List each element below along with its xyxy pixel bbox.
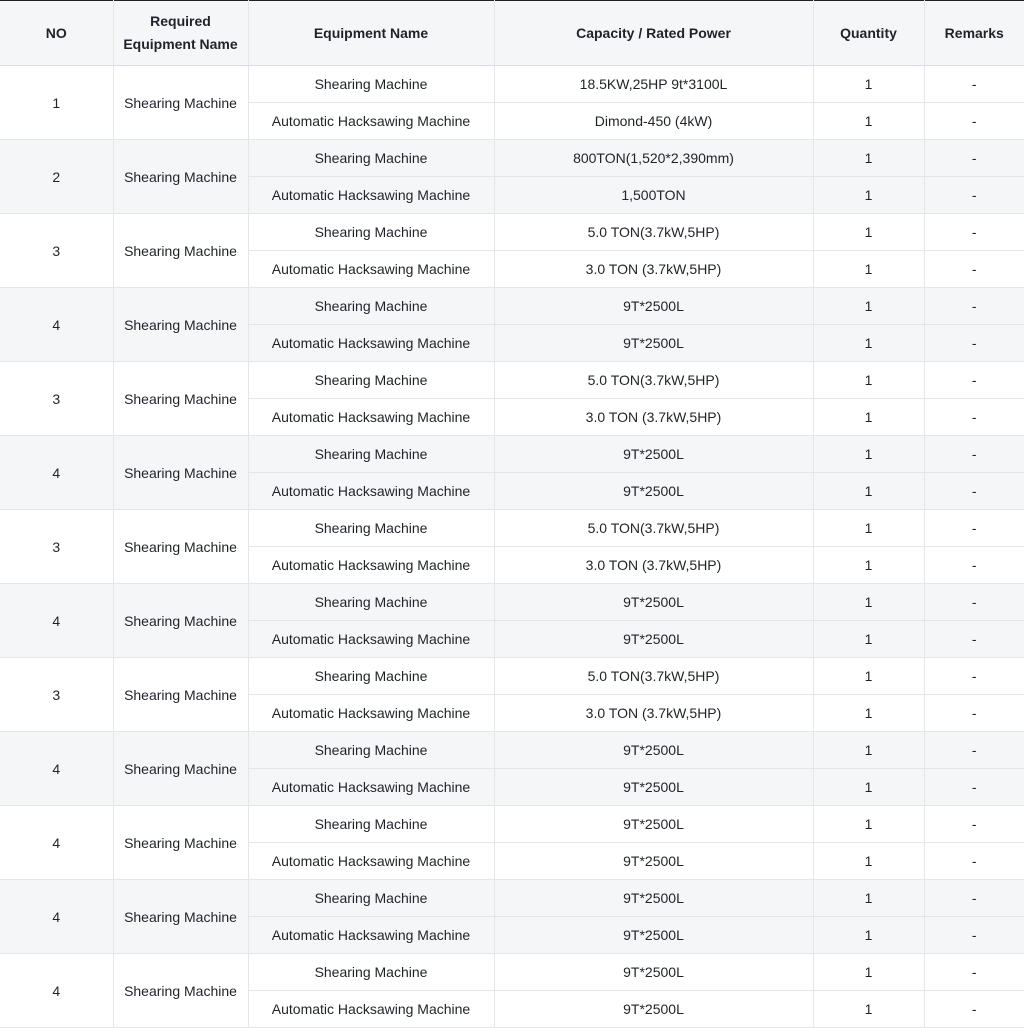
header-equipment-name: Equipment Name [248,1,494,66]
cell-remarks: - [924,66,1024,103]
cell-remarks: - [924,769,1024,806]
cell-no: 3 [0,658,113,732]
cell-capacity: 9T*2500L [494,732,813,769]
cell-capacity: 9T*2500L [494,843,813,880]
cell-capacity: 9T*2500L [494,473,813,510]
cell-equipment-name: Shearing Machine [248,436,494,473]
cell-quantity: 1 [813,584,924,621]
cell-required-equipment-name: Shearing Machine [113,880,248,954]
cell-capacity: 3.0 TON (3.7kW,5HP) [494,695,813,732]
cell-quantity: 1 [813,547,924,584]
cell-required-equipment-name: Shearing Machine [113,288,248,362]
table-body [0,66,1024,1028]
cell-equipment-name: Automatic Hacksawing Machine [248,325,494,362]
cell-quantity: 1 [813,436,924,473]
cell-capacity: 9T*2500L [494,806,813,843]
cell-remarks: - [924,547,1024,584]
cell-capacity: 9T*2500L [494,769,813,806]
cell-equipment-name: Automatic Hacksawing Machine [248,843,494,880]
cell-no: 3 [0,214,113,288]
cell-equipment-name: Shearing Machine [248,362,494,399]
cell-equipment-name: Shearing Machine [248,658,494,695]
cell-quantity: 1 [813,954,924,991]
table-header [0,1,1024,66]
cell-quantity: 1 [813,103,924,140]
cell-quantity: 1 [813,66,924,103]
cell-remarks: - [924,621,1024,658]
cell-capacity: 9T*2500L [494,436,813,473]
cell-remarks: - [924,288,1024,325]
cell-required-equipment-name: Shearing Machine [113,510,248,584]
cell-capacity: 9T*2500L [494,991,813,1028]
cell-required-equipment-name: Shearing Machine [113,140,248,214]
cell-equipment-name: Shearing Machine [248,732,494,769]
cell-equipment-name: Automatic Hacksawing Machine [248,473,494,510]
cell-remarks: - [924,214,1024,251]
cell-remarks: - [924,510,1024,547]
cell-remarks: - [924,436,1024,473]
cell-required-equipment-name: Shearing Machine [113,66,248,140]
cell-equipment-name: Automatic Hacksawing Machine [248,769,494,806]
cell-equipment-name: Shearing Machine [248,510,494,547]
cell-quantity: 1 [813,621,924,658]
cell-no: 3 [0,510,113,584]
cell-no: 4 [0,806,113,880]
cell-remarks: - [924,473,1024,510]
cell-equipment-name: Automatic Hacksawing Machine [248,991,494,1028]
cell-equipment-name: Automatic Hacksawing Machine [248,251,494,288]
cell-capacity: 5.0 TON(3.7kW,5HP) [494,510,813,547]
cell-equipment-name: Automatic Hacksawing Machine [248,621,494,658]
table-row [0,66,1024,103]
cell-no: 2 [0,140,113,214]
cell-remarks: - [924,843,1024,880]
cell-equipment-name: Automatic Hacksawing Machine [248,103,494,140]
cell-capacity: 800TON(1,520*2,390mm) [494,140,813,177]
table-row [0,510,1024,547]
cell-quantity: 1 [813,214,924,251]
table-row [0,658,1024,695]
cell-quantity: 1 [813,769,924,806]
cell-quantity: 1 [813,288,924,325]
header-capacity: Capacity / Rated Power [494,1,813,66]
cell-required-equipment-name: Shearing Machine [113,954,248,1028]
cell-capacity: 5.0 TON(3.7kW,5HP) [494,658,813,695]
cell-equipment-name: Shearing Machine [248,954,494,991]
cell-capacity: 5.0 TON(3.7kW,5HP) [494,214,813,251]
cell-quantity: 1 [813,880,924,917]
cell-equipment-name: Automatic Hacksawing Machine [248,547,494,584]
cell-remarks: - [924,695,1024,732]
cell-capacity: 9T*2500L [494,325,813,362]
cell-equipment-name: Shearing Machine [248,806,494,843]
table-row [0,362,1024,399]
cell-required-equipment-name: Shearing Machine [113,806,248,880]
cell-remarks: - [924,991,1024,1028]
cell-no: 4 [0,584,113,658]
cell-remarks: - [924,251,1024,288]
cell-remarks: - [924,917,1024,954]
cell-capacity: 9T*2500L [494,584,813,621]
header-row [0,1,1024,66]
cell-capacity: 9T*2500L [494,880,813,917]
cell-no: 4 [0,288,113,362]
cell-capacity: 5.0 TON(3.7kW,5HP) [494,362,813,399]
header-remarks: Remarks [924,1,1024,66]
cell-quantity: 1 [813,399,924,436]
cell-equipment-name: Shearing Machine [248,66,494,103]
cell-equipment-name: Shearing Machine [248,880,494,917]
cell-required-equipment-name: Shearing Machine [113,732,248,806]
cell-remarks: - [924,103,1024,140]
table-row [0,732,1024,769]
header-quantity: Quantity [813,1,924,66]
header-no: NO [0,1,113,66]
cell-quantity: 1 [813,473,924,510]
cell-equipment-name: Shearing Machine [248,288,494,325]
cell-remarks: - [924,399,1024,436]
table-row [0,214,1024,251]
cell-quantity: 1 [813,325,924,362]
cell-remarks: - [924,325,1024,362]
cell-quantity: 1 [813,695,924,732]
cell-capacity: 9T*2500L [494,621,813,658]
cell-quantity: 1 [813,991,924,1028]
cell-remarks: - [924,362,1024,399]
cell-quantity: 1 [813,658,924,695]
cell-remarks: - [924,584,1024,621]
cell-no: 3 [0,362,113,436]
table-row [0,880,1024,917]
header-required-equipment-name: Required Equipment Name [113,1,248,66]
cell-capacity: 9T*2500L [494,954,813,991]
cell-capacity: 3.0 TON (3.7kW,5HP) [494,547,813,584]
cell-required-equipment-name: Shearing Machine [113,584,248,658]
cell-equipment-name: Shearing Machine [248,214,494,251]
cell-quantity: 1 [813,177,924,214]
cell-capacity: Dimond-450 (4kW) [494,103,813,140]
table-row [0,584,1024,621]
cell-capacity: 18.5KW,25HP 9t*3100L [494,66,813,103]
cell-capacity: 3.0 TON (3.7kW,5HP) [494,251,813,288]
cell-quantity: 1 [813,843,924,880]
table-row [0,806,1024,843]
cell-capacity: 9T*2500L [494,288,813,325]
cell-quantity: 1 [813,140,924,177]
cell-remarks: - [924,954,1024,991]
table-row [0,140,1024,177]
cell-no: 4 [0,954,113,1028]
cell-quantity: 1 [813,362,924,399]
cell-equipment-name: Automatic Hacksawing Machine [248,177,494,214]
cell-required-equipment-name: Shearing Machine [113,214,248,288]
cell-required-equipment-name: Shearing Machine [113,658,248,732]
table-row [0,288,1024,325]
cell-equipment-name: Shearing Machine [248,584,494,621]
cell-remarks: - [924,732,1024,769]
cell-capacity: 3.0 TON (3.7kW,5HP) [494,399,813,436]
cell-required-equipment-name: Shearing Machine [113,436,248,510]
cell-quantity: 1 [813,732,924,769]
cell-quantity: 1 [813,510,924,547]
cell-quantity: 1 [813,251,924,288]
cell-no: 1 [0,66,113,140]
cell-no: 4 [0,436,113,510]
cell-no: 4 [0,880,113,954]
cell-equipment-name: Automatic Hacksawing Machine [248,917,494,954]
table-row [0,954,1024,991]
cell-no: 4 [0,732,113,806]
cell-equipment-name: Automatic Hacksawing Machine [248,695,494,732]
cell-capacity: 9T*2500L [494,917,813,954]
cell-remarks: - [924,177,1024,214]
cell-capacity: 1,500TON [494,177,813,214]
cell-equipment-name: Automatic Hacksawing Machine [248,399,494,436]
cell-equipment-name: Shearing Machine [248,140,494,177]
cell-remarks: - [924,806,1024,843]
cell-quantity: 1 [813,806,924,843]
cell-remarks: - [924,140,1024,177]
cell-quantity: 1 [813,917,924,954]
table-row [0,436,1024,473]
cell-required-equipment-name: Shearing Machine [113,362,248,436]
cell-remarks: - [924,658,1024,695]
cell-remarks: - [924,880,1024,917]
